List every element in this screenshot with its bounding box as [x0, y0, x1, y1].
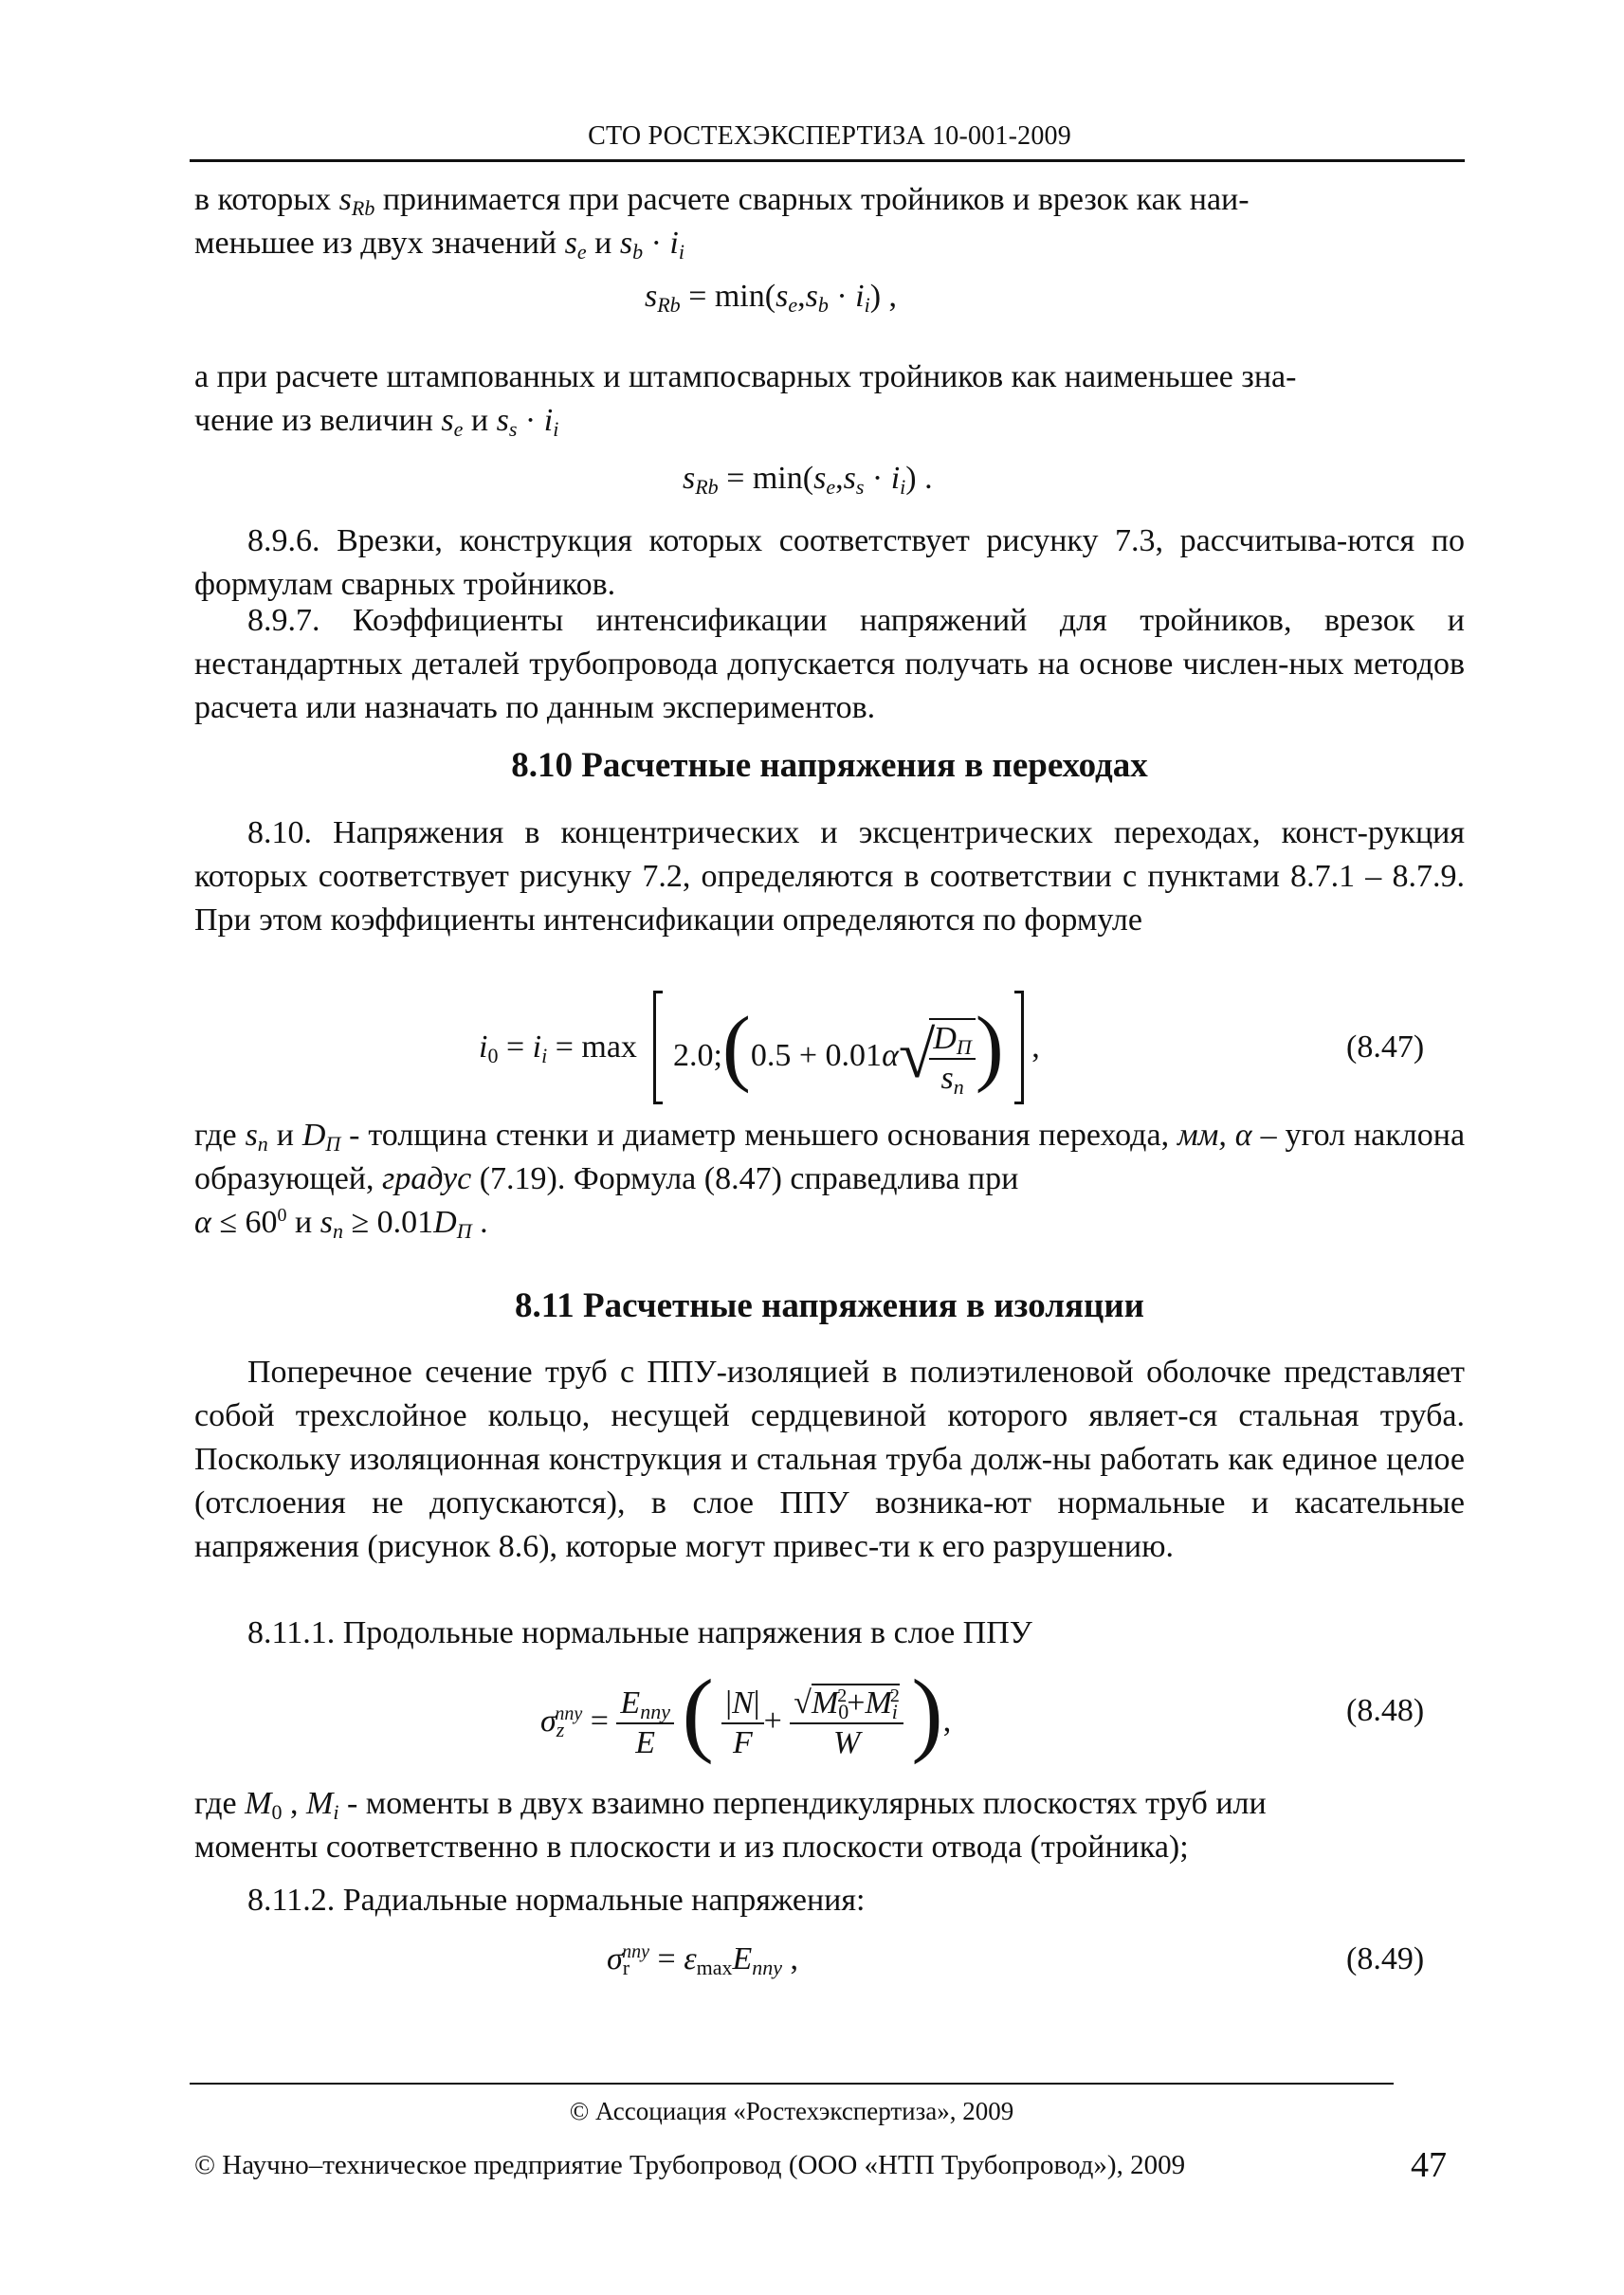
- equation-number-8-48: (8.48): [1346, 1693, 1425, 1728]
- text-fragment: угол наклона образующей,: [194, 1118, 1466, 1196]
- text-fragment: градус: [381, 1161, 472, 1196]
- formula-8-47: $i_0 = i_i = \max$ 2.0;(0.5 + 0.01α√ $D_П$ $s_n$ ) ,: [479, 991, 1040, 1104]
- paragraph-8-9-6: 8.9.6. Врезки, конструкция которых соответствует рисунку 7.3, рассчитыва-ются по формулам сварных тройников.: [194, 523, 1465, 602]
- text-fragment: и: [276, 1118, 294, 1153]
- formula-8-49: $\sigma_r^{nny} = \varepsilon_{max}E_{nny}$ ,: [607, 1941, 799, 1979]
- text-fragment: - моменты в двух взаимно перпендикулярных плоскостях труб или: [346, 1786, 1267, 1821]
- text-fragment: и: [295, 1205, 313, 1240]
- footer-copyright-ntp: © Научно–техническое предприятие Трубопровод (ООО «НТП Трубопровод»), 2009: [194, 2150, 1186, 2180]
- paragraph-8-11-2: 8.11.2. Радиальные нормальные напряжения:: [247, 1883, 866, 1918]
- text-fragment: и: [594, 226, 612, 261]
- formula-srb-welded: $s_{Rb} = \min(s_e,s_b \cdot i_i)$ ,: [645, 279, 898, 317]
- text-fragment: а при расчете штампованных и штампосварных тройников как наименьшее зна-: [194, 359, 1297, 394]
- text-fragment: меньшее из двух значений: [194, 226, 557, 261]
- paragraph-8-47-where: где $s_n$ и $D_П$ - толщина стенки и диаметр меньшего основания перехода, мм, α – угол наклона образующей, градус (7.19). Формула (8.47) справедлива при $\alpha \le 60^0$ и $s_n \ge 0.01D_П$ .: [194, 1118, 1466, 1243]
- paragraph-8-9-7: 8.9.7. Коэффициенты интенсификации напряжений для тройников, врезок и нестандартных деталей трубопровода допускается получать на основе числен-ных методов расчета или назначать по данным экспериментов.: [194, 603, 1465, 725]
- text-fragment: (7.19). Формула (8.47) справедлива при: [479, 1161, 1019, 1196]
- paragraph-srb-stamped: а при расчете штампованных и штампосварных тройников как наименьшее зна- чение из величин $s_e$ и $s_s \cdot i_i$: [194, 359, 1297, 441]
- equation-number-8-47: (8.47): [1346, 1029, 1425, 1065]
- paragraph-8-48-where: где $M_0$ , $M_i$ - моменты в двух взаимно перпендикулярных плоскостях труб или моменты соответственно в плоскости и из плоскости отвода (тройника);: [194, 1786, 1267, 1865]
- header-rule: [190, 159, 1465, 162]
- text-fragment: –: [1260, 1118, 1277, 1153]
- paragraph-8-11-1: 8.11.1. Продольные нормальные напряжения в слое ППУ: [247, 1615, 1032, 1650]
- footer-rule: [190, 2083, 1394, 2085]
- section-heading-8-11: 8.11 Расчетные напряжения в изоляции: [515, 1286, 1144, 1325]
- text-fragment: чение из величин: [194, 403, 433, 438]
- text-fragment: моменты соответственно в плоскости и из плоскости отвода (тройника);: [194, 1830, 1189, 1865]
- text-fragment: мм,: [1177, 1118, 1227, 1153]
- text-fragment: принимается при расчете сварных тройников и врезок как наи-: [382, 182, 1250, 217]
- text-fragment: в которых: [194, 182, 332, 217]
- paragraph-8-11: Поперечное сечение труб с ППУ-изоляцией в полиэтиленовой оболочке представляет собой трехслойное кольцо, несущей сердцевиной которого являет-ся стальная труба. Поскольку изоляционная конструкция и стальная труба долж-ны работать как единое целое (отслоения не допускаются), в слое ППУ возника-ют нормальные и касательные напряжения (рисунок 8.6), которые могут привес-ти к его разрушению.: [194, 1355, 1465, 1564]
- text-fragment: - толщина стенки и диаметр меньшего основания перехода,: [349, 1118, 1170, 1153]
- text-fragment: где: [194, 1118, 237, 1153]
- paragraph-8-10: 8.10. Напряжения в концентрических и эксцентрических переходах, конст-рукция которых соответствует рисунку 7.2, определяются в соответствии с пунктами 8.7.1 – 8.7.9. При этом коэффициенты интенсификации определяются по формуле: [194, 815, 1465, 938]
- page-number: 47: [1411, 2145, 1447, 2185]
- formula-8-48: $\sigma_z^{nny}$ = $E_{nny}$ E ( $\frac{|N|}{F}$ + $\frac{√M_0^2+M_i^2}{W}$ ),: [540, 1660, 952, 1765]
- paragraph-srb-welded: в которых $s_{Rb}$ принимается при расчете сварных тройников и врезок как наи- меньшее из двух значений $s_e$ и $s_b \cdot i_i$: [194, 182, 1250, 264]
- formula-srb-stamped: $s_{Rb} = \min(s_e,s_s \cdot i_i)$ .: [683, 461, 933, 499]
- text-fragment: где: [194, 1786, 237, 1821]
- text-fragment: и: [470, 403, 489, 438]
- equation-number-8-49: (8.49): [1346, 1941, 1425, 1976]
- section-heading-8-10: 8.10 Расчетные напряжения в переходах: [511, 746, 1148, 785]
- running-header: СТО РОСТЕХЭКСПЕРТИЗА 10-001-2009: [588, 121, 1071, 151]
- footer-copyright-association: © Ассоциация «Ростехэкспертиза», 2009: [569, 2097, 1014, 2125]
